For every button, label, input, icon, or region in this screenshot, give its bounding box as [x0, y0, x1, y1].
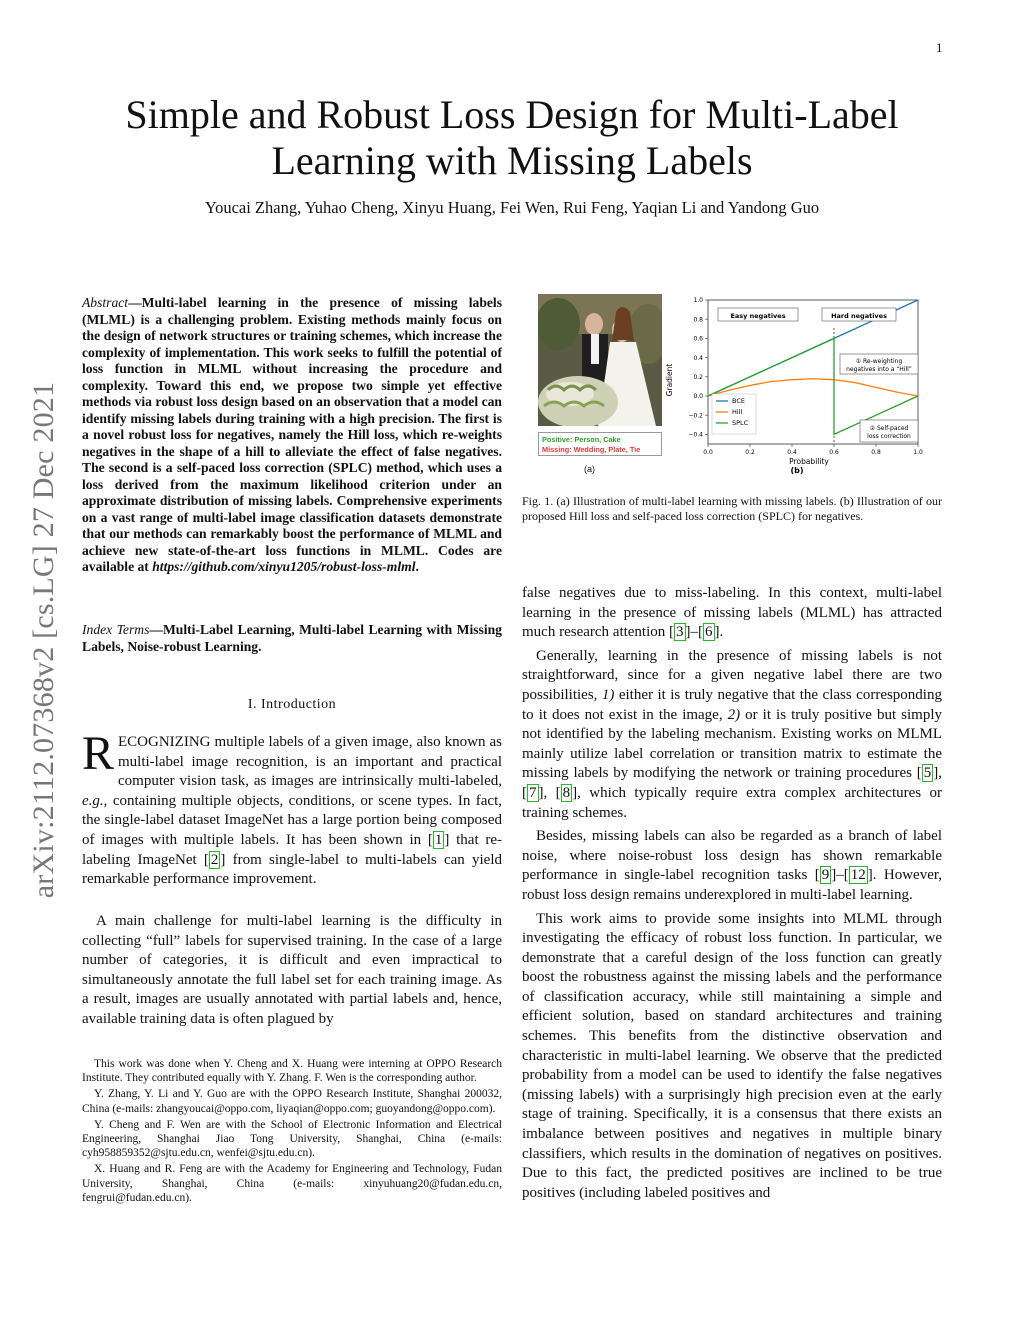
y-tick-label: 0.0	[693, 393, 703, 401]
x-tick-label: 0.8	[871, 449, 881, 456]
x-tick-label: 0.4	[787, 449, 797, 456]
figure-label-tags	[538, 432, 662, 456]
citation-link[interactable]: 7	[529, 784, 537, 801]
rc-p2-i2: 2)	[727, 706, 741, 723]
abstract-end: .	[415, 559, 419, 574]
footnote: Y. Cheng and F. Wen are with the School of Electronic Information and Electrical Engineering, Shanghai Jiao Tong University, Shanghai, China (e-mails: cyh958859352@sjtu.edu.cn, wenfei@sjtu.edu.cn).	[82, 1118, 502, 1160]
x-tick-label: 1.0	[913, 449, 923, 456]
rc-p1-start: false negatives due to miss-labeling. In this context, multi-label learning in the presence of missing labels (MLML) has attracted much research attention	[522, 585, 942, 641]
abstract-text: —Multi-label learning in the presence of missing labels (MLML) is a challenging problem. Existing methods mainly focus on the design of network structures or training schemes, which increase the complexity of implementation. This work seeks to fulfill the potential of loss function in MLML without increasing the procedure and complexity. Toward this end, we propose two simple yet effective methods via robust loss design based on an observation that a model can identify missing labels during training with a high precision. The first is a novel robust loss for negatives, namely the Hill loss, which re-weights negatives in the shape of a hill to alleviate the effect of false negatives. The second is a self-paced loss correction (SPLC) method, which uses a loss derived from the maximum likelihood criterion under an approximate distribution of missing labels. Comprehensive experiments on a vast range of multi-label image classification datasets demonstrate that our methods can remarkably boost the performance of MLML and achieve new state-of-the-art loss functions in MLML. Codes are available at	[82, 295, 502, 574]
index-terms-lead: Index Terms	[82, 622, 150, 637]
right-column	[522, 584, 942, 1203]
reweight-annotation-line1: ① Re-weighting	[855, 358, 903, 365]
easy-negatives-box	[718, 308, 798, 321]
y-tick-label: 0.8	[693, 316, 703, 324]
selfpaced-box	[860, 420, 918, 442]
code-link[interactable]: https://github.com/xinyu1205/robust-loss-mlml	[152, 559, 416, 574]
arxiv-identifier: arXiv:2112.07368v2 [cs.LG] 27 Dec 2021	[27, 381, 60, 899]
rc-p2-i1: 1)	[601, 686, 615, 703]
intro-p1-mid: that re-labeling ImageNet	[82, 831, 503, 868]
legend-entry: BCE	[732, 397, 745, 405]
citation-link[interactable]: 9	[821, 867, 830, 884]
citation-link[interactable]: 12	[850, 867, 866, 884]
footnote: Y. Zhang, Y. Li and Y. Guo are with the OPPO Research Institute, Shanghai 200032, China (e-mails: zhangyoucai@oppo.com, liyaqian@oppo.com; guoyandong@oppo.com).	[82, 1088, 502, 1115]
x-axis-label: Probability	[789, 457, 829, 466]
intro-paragraph-2: A main challenge for multi-label learning is the difficulty in collecting “full” labels for supervised training. In the case of a large number of categories, it is difficult and even impractical to simultaneously annotate the full label set for each training image. As a result, images are usually annotated with partial labels and, hence, available training data is often plagued by	[82, 913, 502, 1027]
citation-link[interactable]: 8	[562, 784, 571, 801]
wedding-photo-illustration	[538, 294, 662, 426]
subfigure-label-b: (b)	[790, 466, 804, 475]
selfpaced-annotation-line1: ② Self-paced	[869, 425, 909, 432]
footnote: X. Huang and R. Feng are with the Academy for Engineering and Technology, Fudan University, Shanghai, China (e-mails: xinyuhuang20@fudan.edu.cn, fengrui@fudan.edu.cn).	[82, 1163, 502, 1204]
rc-p2-b: either it is truly negative that the class corresponding to it does not exist in the image,	[522, 686, 942, 723]
page-number: 1	[936, 40, 943, 55]
legend-entry: Hill	[732, 408, 743, 416]
selfpaced-annotation-line2: loss correction	[867, 433, 911, 440]
y-tick-label: 1.0	[693, 297, 703, 305]
intro-p1-end: from single-label to multi-labels can yield remarkable performance improvement.	[82, 851, 502, 888]
right-paragraph-1: false negatives due to miss-labeling. In this context, multi-label learning in the presence of missing labels (MLML) has attracted much research attention [ 3 ]–[ 6 ].	[522, 585, 942, 641]
rc-p2-c: or it is truly positive but simply not identified by the labeling mechanism. Existing works on MLML mainly utilize label correlation or transition matrix to estimate the missing labels by modifying the network or training procedures	[522, 706, 942, 782]
rc-p2-d: , which typically require extra complex architectures or training schemes.	[522, 784, 943, 821]
intro-p1-text: ECOGNIZING multiple labels of a given image, also known as multi-label image recognition, is an important and practical computer vision task, as images are intrinsically multi-labeled,	[118, 734, 502, 790]
rc-p3-dash: –	[836, 867, 844, 884]
missing-labels: Missing: Wedding, Plate, Tie	[542, 445, 641, 454]
x-axis-ticks	[703, 444, 923, 456]
reweight-box	[840, 354, 918, 374]
index-terms	[82, 622, 502, 655]
rc-p2-comma2: ,	[543, 784, 556, 801]
drop-cap: R	[82, 727, 115, 780]
right-paragraph-2: Generally, learning in the presence of missing labels is not straightforward, since for a given negative label there are two possibilities, 1) either it is truly negative that the class corresponding to it does not exist in the image, 2) or it is truly positive but simply not identified by the labeling mechanism. Existing works on MLML mainly utilize label correlation or transition matrix to estimate the missing labels by modifying the network or training procedures [ 5 ], [ 7 ], [ 8 ], which typically require extra complex architectures or training schemes.	[522, 647, 943, 821]
figure-caption: Fig. 1. (a) Illustration of multi-label learning with missing labels. (b) Illustration of our proposed Hill loss and self-paced loss correction (SPLC) for negatives.	[522, 494, 942, 523]
x-tick-label: 0.0	[703, 449, 713, 456]
rc-p1-dash: –	[690, 624, 699, 641]
y-axis-ticks	[688, 297, 708, 438]
citation-link[interactable]: 3	[676, 624, 684, 641]
rc-p3-b: . However, robust loss design remains underexplored in multi-label learning.	[522, 867, 943, 903]
intro-paragraph-1: RECOGNIZING multiple labels of a given image, also known as multi-label image recognition, is an important and practical computer vision task, as images are intrinsically multi-labeled, e.g., containing multiple objects, conditions, or scene types. In fact, the single-label dataset ImageNet has a large portion being composed of images with multiple labels. It has been shown in [ 1 ] that re-labeling ImageNet [ 2 ] from single-label to multi-labels can yield remarkable performance improvement.	[82, 727, 503, 888]
y-axis-label: Gradient	[665, 363, 674, 397]
y-tick-label: 0.2	[693, 374, 703, 381]
citation-link[interactable]: 6	[705, 624, 713, 641]
wedding-photo	[538, 294, 662, 426]
subfigure-label-a: (a)	[584, 464, 595, 474]
abstract	[82, 295, 502, 576]
right-paragraph-4: This work aims to provide some insights into MLML through investigating the efficacy of robust loss function. In particular, we demonstrate that a careful design of the loss function can greatly boost the robustness against the missing labels and the performance of classification accuracy, while still maintaining a simple and efficient solution, based on standard architectures and training schemes. This benefits from the distinctive observation and characteristic in multi-label learning. We observe that the predicted probability from a model can be used to identify the false negatives (missing labels) with a surprisingly high precision even at the early stage of training. Specifically, it is a consensus that there exists an imbalance between positives and negatives in multiple binary classifiers, which results in the domination of negatives on positives. Due to this fact, the predicted positives are inclined to be true positives (including labeled positives and	[522, 910, 942, 1201]
hard-negatives-label: Hard negatives	[831, 312, 887, 320]
intro-p1-eg: e.g.	[82, 792, 104, 809]
hard-negatives-box	[822, 308, 896, 321]
intro-p1-after-eg: , containing multiple objects, conditions, or scene types. In fact, the single-label dataset ImageNet has a large portion being composed of images with multiple labels. It has been shown in	[82, 792, 502, 848]
footnotes	[82, 1057, 502, 1207]
legend	[712, 394, 756, 434]
rc-p2-comma1: ,	[938, 765, 942, 782]
citation-link[interactable]: 2	[210, 851, 219, 868]
reweight-annotation-line2: negatives into a “Hill”	[846, 366, 912, 373]
rc-p1-end: .	[719, 624, 724, 641]
index-terms-text: —Multi-Label Learning, Multi-label Learning with Missing Labels, Noise-robust Learning.	[82, 622, 502, 654]
easy-negatives-label: Easy negatives	[730, 312, 786, 320]
x-tick-label: 0.6	[829, 449, 839, 456]
rc-p3-a: Besides, missing labels can also be regarded as a branch of label noise, where noise-robust loss design has shown remarkable performance in single-label recognition tasks	[522, 828, 942, 884]
footnote: This work was done when Y. Cheng and X. Huang were interning at OPPO Research Institute. They contributed equally with Y. Zhang. F. Wen is the corresponding author.	[82, 1058, 502, 1085]
positive-labels: Positive: Person, Cake	[542, 435, 621, 444]
section-heading: I. Introduction	[247, 697, 337, 712]
abstract-lead: Abstract	[82, 295, 129, 310]
y-tick-label: 0.4	[693, 354, 703, 362]
legend-entry: SPLC	[732, 419, 749, 427]
citation-link[interactable]: 1	[434, 831, 443, 848]
rc-p2-a: Generally, learning in the presence of missing labels is not straightforward, since for a given negative label there are two possibilities,	[522, 647, 942, 703]
gradient-plot	[652, 290, 952, 480]
y-tick-label: −0.4	[688, 431, 703, 439]
right-paragraph-3: Besides, missing labels can also be regarded as a branch of label noise, where noise-robust loss design has shown remarkable performance in single-label recognition tasks [ 9 ]–[ 12 ]. However, robust loss design remains underexplored in multi-label learning.	[522, 828, 943, 903]
author-list: Youcai Zhang, Yuhao Cheng, Xinyu Huang, Fei Wen, Rui Feng, Yaqian Li and Yandong Guo	[204, 198, 820, 217]
y-tick-label: 0.6	[693, 335, 703, 343]
y-tick-label: −0.2	[688, 412, 703, 420]
paper-title: Simple and Robust Loss Design for Multi-Label Learning with Missing Labels	[125, 92, 899, 183]
x-tick-label: 0.2	[745, 449, 755, 456]
citation-link[interactable]: 5	[923, 765, 932, 782]
